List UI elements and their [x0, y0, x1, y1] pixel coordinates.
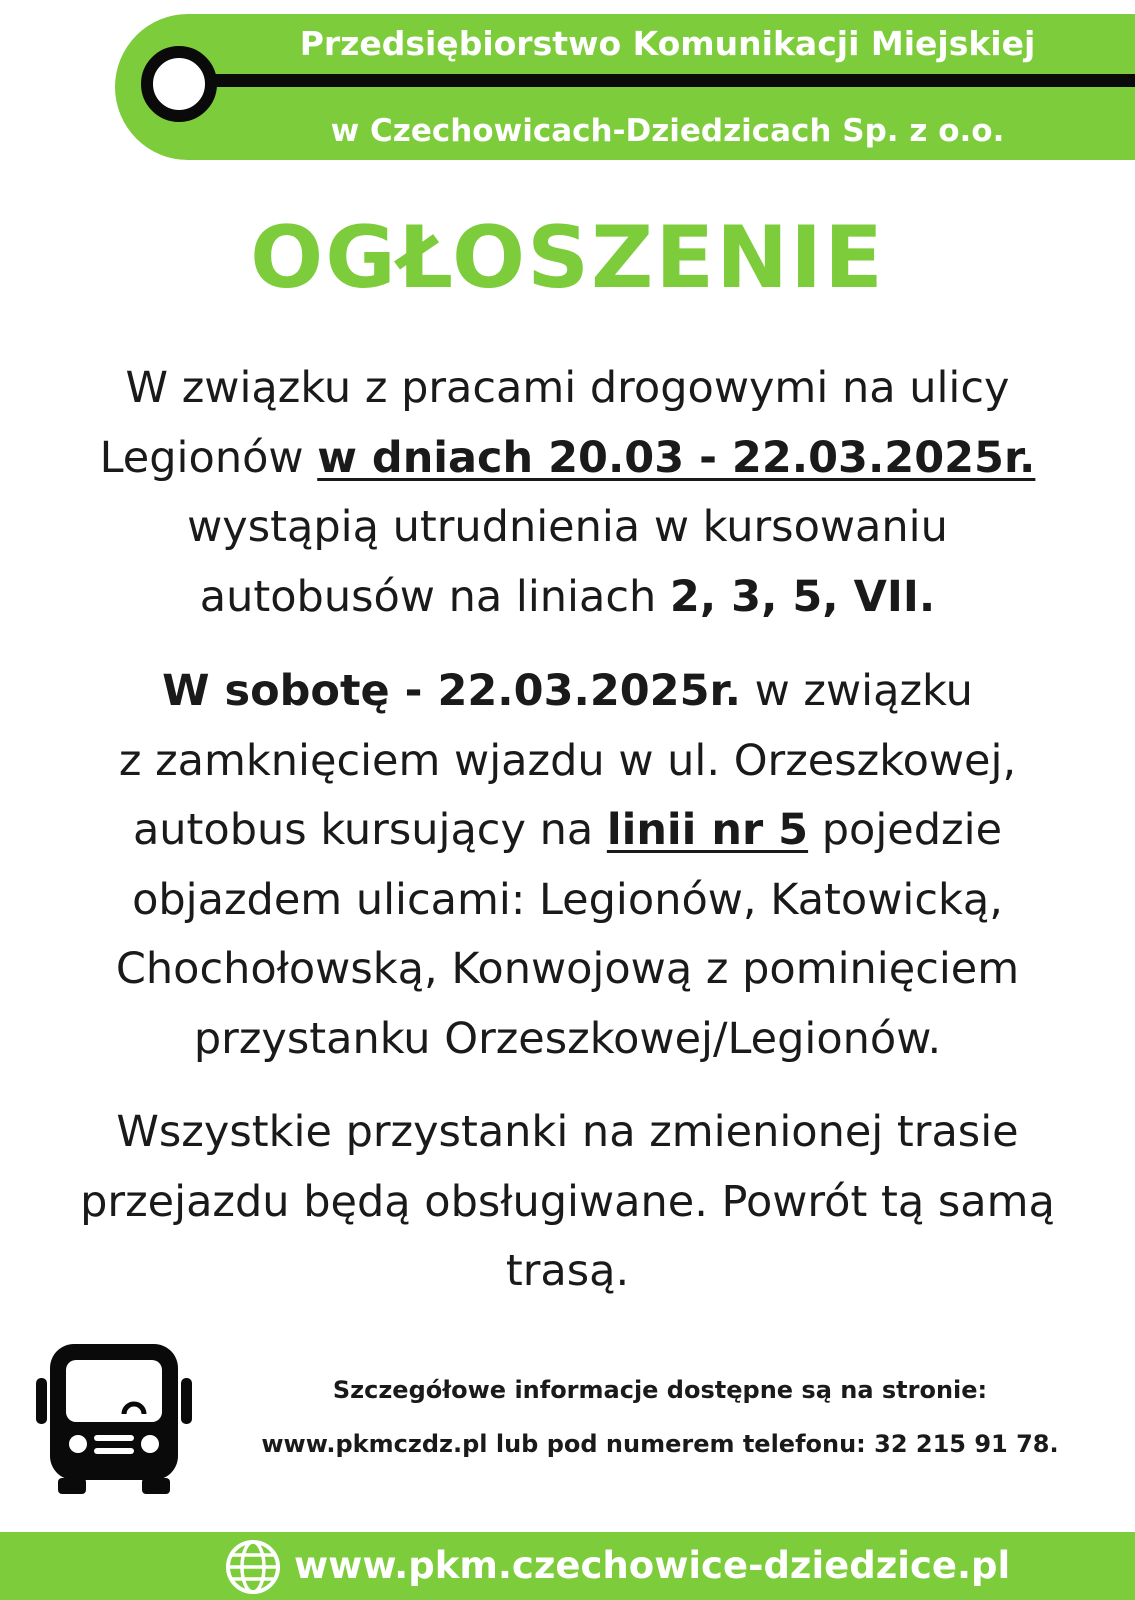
announcement-title: OGŁOSZENIE	[250, 208, 885, 308]
bus-front-icon	[36, 1344, 192, 1494]
paragraph-line: Chochołowską, Konwojową z pominięciem	[115, 944, 1020, 994]
paragraph-line: przejazdu będą obsługiwane. Powrót tą samą	[80, 1176, 1055, 1227]
paragraph-line: przystanku Orzeszkowej/Legionów.	[193, 1013, 942, 1064]
footer-bar	[0, 1532, 1135, 1600]
header-banner	[115, 14, 1135, 160]
paragraph-line	[20, 796, 1115, 866]
company-location: w Czechowicach-Dziedzicach Sp. z o.o.	[330, 113, 1005, 149]
company-name: Przedsiębiorstwo Komunikacji Miejskiej	[299, 24, 1036, 63]
paragraph-line	[20, 657, 1115, 727]
bus-lines-highlight: 2, 3, 5, VII.	[669, 571, 936, 622]
header-rail-line	[175, 74, 1135, 87]
dates-highlight: w dniach 20.03 - 22.03.2025r.	[317, 432, 1036, 483]
text-fragment: autobus kursujący na	[132, 805, 607, 855]
text-fragment: w związku	[740, 666, 973, 716]
website-link[interactable]: www.pkm.czechowice-dziedzice.pl	[294, 1544, 1011, 1587]
paragraph-line: wystąpią utrudnienia w kursowaniu	[187, 502, 948, 552]
text-fragment: autobusów na liniach	[199, 571, 670, 622]
text-fragment: Legionów	[99, 432, 318, 483]
paragraph-line: trasą.	[505, 1246, 630, 1296]
globe-icon	[225, 1539, 281, 1595]
bus-line-stop-icon	[141, 46, 217, 122]
line-number-highlight: linii nr 5	[606, 805, 809, 855]
paragraph-line: z zamknięciem wjazdu w ul. Orzeszkowej,	[118, 735, 1017, 786]
announcement-paragraph-detour	[20, 657, 1115, 1074]
paragraph-line: W związku z pracami drogowymi na ulicy	[125, 363, 1010, 413]
paragraph-line: objazdem ulicami: Legionów, Katowicką,	[132, 874, 1003, 925]
announcement-paragraph-stops	[20, 1098, 1115, 1307]
paragraph-line	[20, 424, 1115, 494]
info-details: Szczegółowe informacje dostępne są na stronie:	[332, 1376, 988, 1404]
text-fragment: pojedzie	[808, 805, 1003, 855]
info-contact: www.pkmczdz.pl lub pod numerem telefonu: 32 215 91 78.	[261, 1430, 1059, 1458]
paragraph-line: Wszystkie przystanki na zmienionej trasie	[116, 1107, 1019, 1157]
announcement-paragraph-roadworks	[20, 354, 1115, 632]
saturday-date-highlight: W sobotę - 22.03.2025r.	[162, 666, 741, 716]
paragraph-line	[20, 563, 1115, 633]
